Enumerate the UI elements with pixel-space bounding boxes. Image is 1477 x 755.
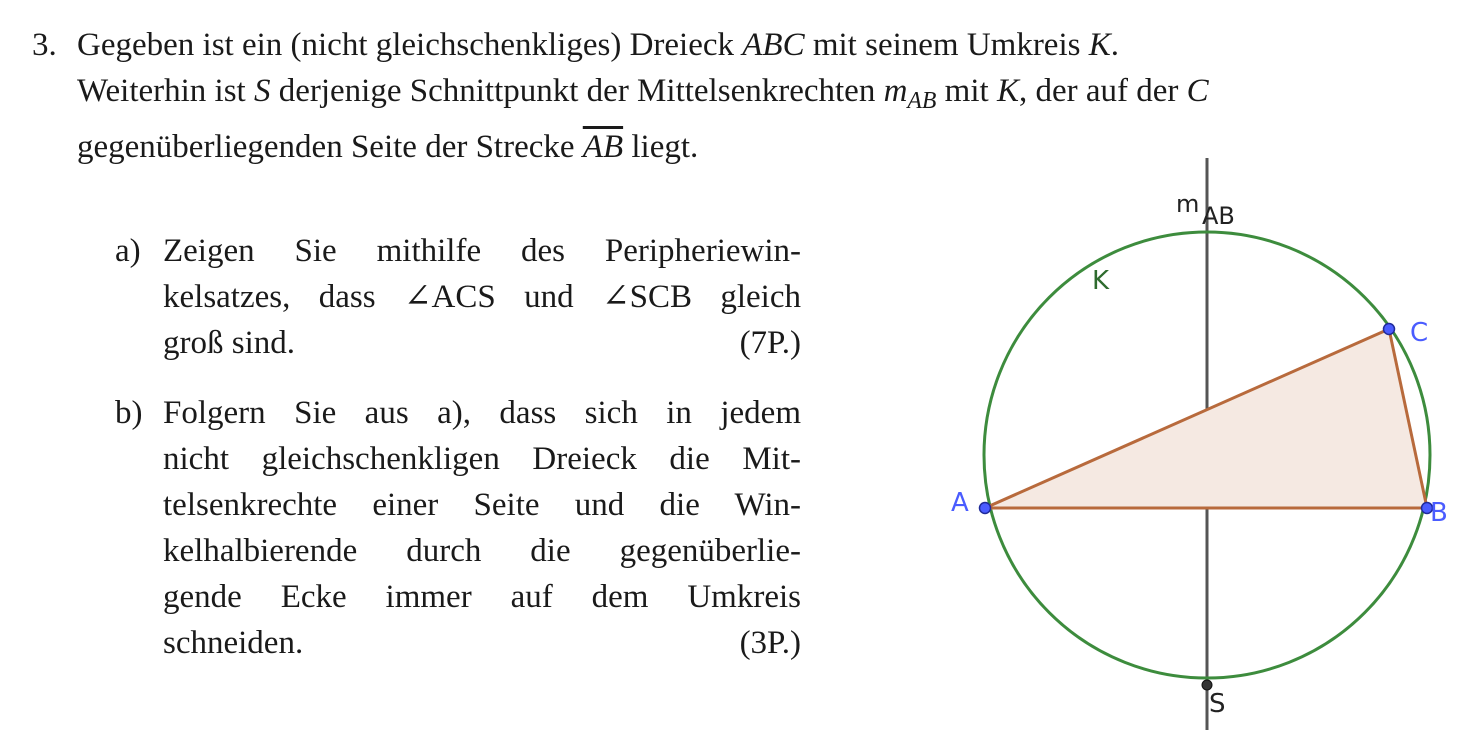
math-symbol: C bbox=[1186, 73, 1209, 109]
label-k: K bbox=[1092, 266, 1110, 296]
part-b-line-3: telsenkrechte einer Seite und die Win- bbox=[163, 487, 801, 523]
math-symbol: S bbox=[253, 73, 271, 109]
math-subscript: AB bbox=[907, 88, 937, 115]
part-b-label: b) bbox=[115, 395, 143, 431]
text-segment: . bbox=[1110, 27, 1119, 63]
part-a-points: (7P.) bbox=[739, 325, 801, 361]
part-b-line-2: nicht gleichschenkligen Dreieck die Mit- bbox=[163, 441, 801, 477]
task-line-1 bbox=[77, 22, 1457, 68]
text-segment: mit seinem Umkreis bbox=[804, 27, 1089, 63]
part-a-line-1: Zeigen Sie mithilfe des Peripheriewin- bbox=[163, 233, 801, 269]
text-segment: Gegeben ist ein (nicht gleichschenkliges) Dreieck bbox=[77, 27, 743, 63]
math-symbol: K bbox=[1088, 27, 1111, 63]
label-c: C bbox=[1410, 318, 1429, 348]
label-a: A bbox=[951, 488, 969, 518]
part-b-last-line bbox=[163, 620, 801, 666]
part-a-last-line bbox=[163, 320, 801, 366]
part-b-points: (3P.) bbox=[739, 625, 801, 661]
part-a-label: a) bbox=[115, 233, 141, 269]
text-segment: liegt. bbox=[623, 129, 699, 166]
task-text bbox=[77, 22, 1457, 170]
point-a bbox=[980, 503, 991, 514]
point-c bbox=[1384, 324, 1395, 335]
part-b-line-1: Folgern Sie aus a), dass sich in jedem bbox=[163, 395, 801, 431]
text-segment: mit bbox=[936, 73, 997, 109]
label-b: B bbox=[1430, 498, 1448, 528]
math-symbol: $m_{AB}$ bbox=[883, 73, 937, 115]
math-symbol: K bbox=[996, 73, 1019, 109]
text-segment: Weiterhin ist bbox=[77, 73, 254, 109]
part-a-last-text: groß sind. bbox=[163, 325, 295, 361]
task-line-2 bbox=[77, 68, 1457, 124]
label-m-sub: AB bbox=[1202, 202, 1235, 230]
part-b-last-text: schneiden. bbox=[163, 625, 304, 661]
math-symbol: ABC bbox=[742, 27, 805, 63]
task-number: 3. bbox=[32, 27, 57, 63]
part-b-body bbox=[163, 390, 801, 666]
geometry-figure bbox=[940, 150, 1460, 740]
math-symbol: $\overline{AB}$ bbox=[582, 129, 624, 166]
label-s: S bbox=[1209, 689, 1226, 719]
text-segment: derjenige Schnittpunkt der Mittelsenkrechten bbox=[270, 73, 884, 109]
text-segment: gegenüberliegenden Seite der Strecke bbox=[77, 129, 583, 166]
part-a-line-2: kelsatzes, dass ∠ACS und ∠SCB gleich bbox=[163, 279, 801, 315]
part-a-body bbox=[163, 228, 801, 366]
text-segment: , der auf der bbox=[1018, 73, 1187, 109]
part-b-line-4: kelhalbierende durch die gegenüberlie- bbox=[163, 533, 801, 569]
part-b-line-5: gende Ecke immer auf dem Umkreis bbox=[163, 579, 801, 615]
label-m: m bbox=[1176, 190, 1200, 218]
